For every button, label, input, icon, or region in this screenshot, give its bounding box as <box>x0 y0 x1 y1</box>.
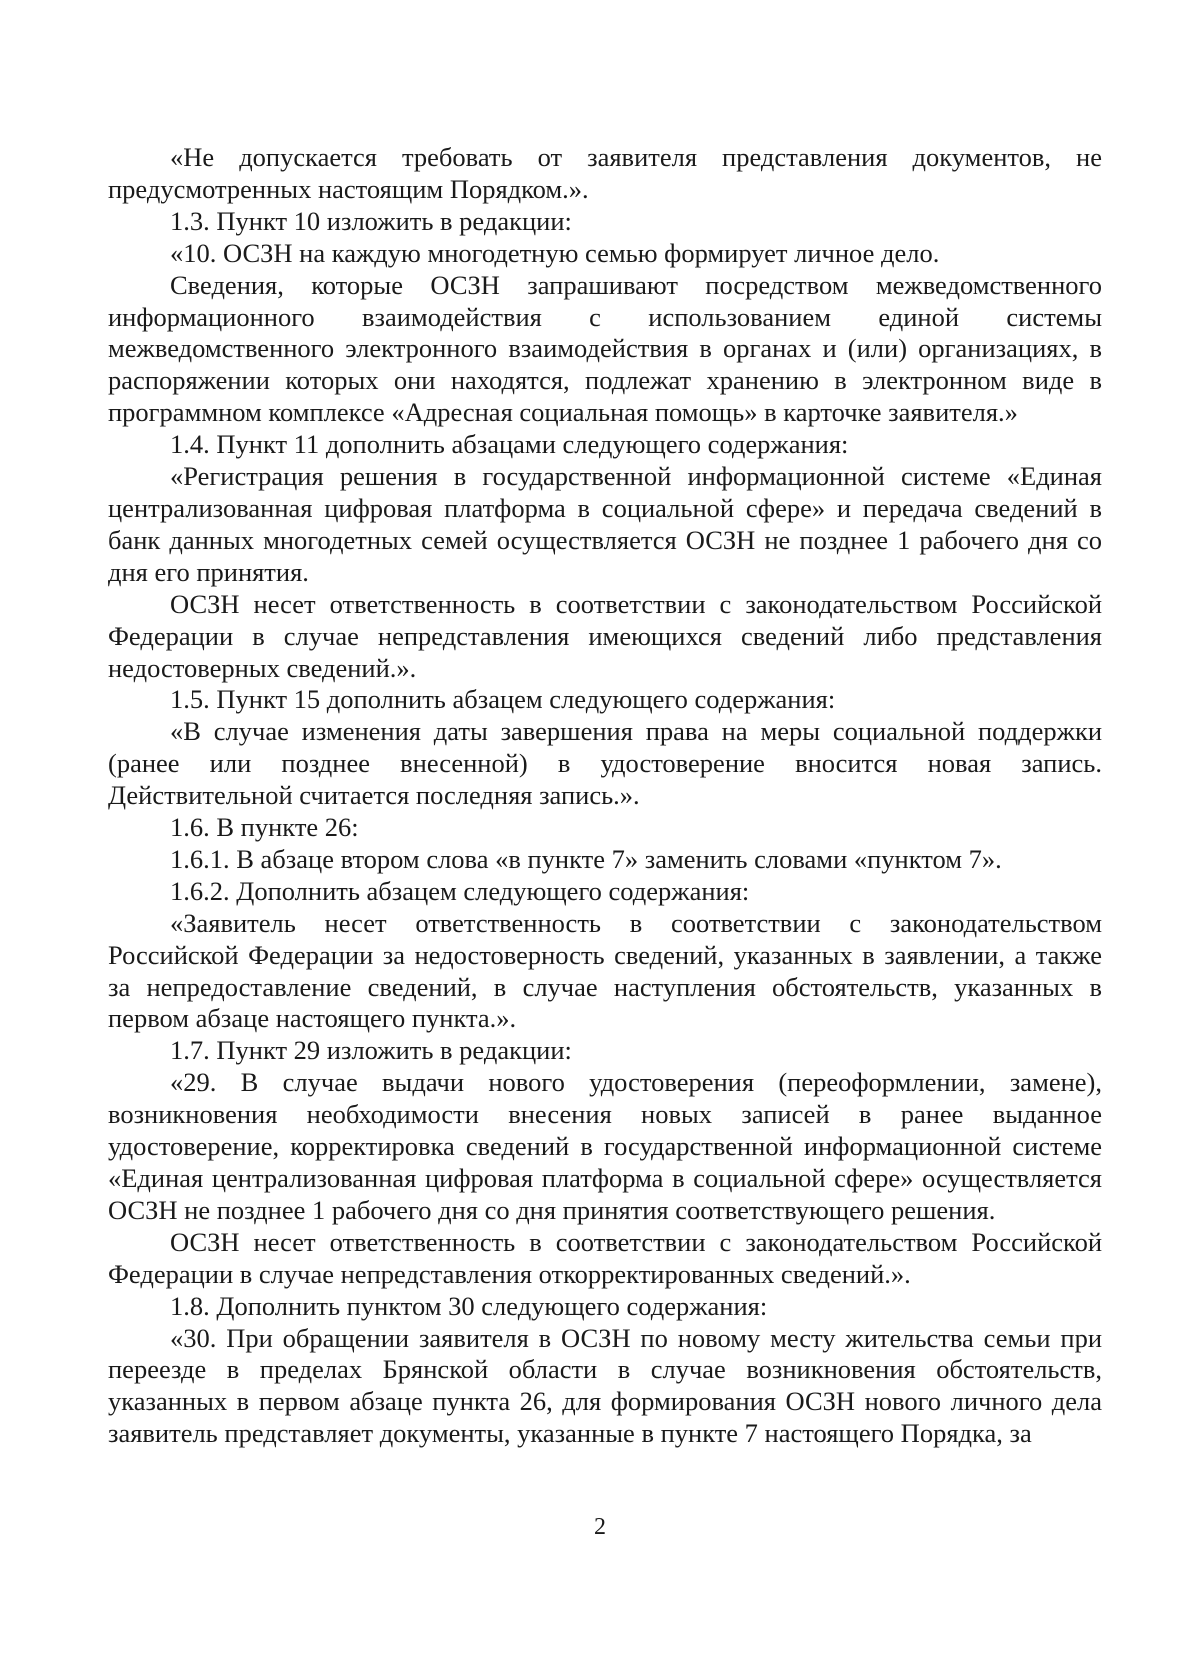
page-number: 2 <box>594 1514 606 1540</box>
paragraph-item-1-6-1: 1.6.1. В абзаце втором слова «в пункте 7» заменить словами «пунктом 7». <box>170 843 1002 874</box>
paragraph-item-1-4: 1.4. Пункт 11 дополнить абзацами следующего содержания: <box>170 429 849 460</box>
paragraph-applicant-responsibility: «Заявитель несет ответственность в соответствии с законодательством Российской Федерации за недостоверность сведений, указанных в заявлении, а также за непредоставление сведений, в случае наступления обстоятельств, указанных в первом абзаце настоящего пункта.». <box>108 907 1102 1034</box>
paragraph-item-1-7: 1.7. Пункт 29 изложить в редакции: <box>170 1035 572 1066</box>
paragraph-point-30: «30. При обращении заявителя в ОСЗН по новому месту жительства семьи при переезде в пределах Брянской области в случае возникновения обстоятельств, указанных в первом абзаце пункта 26, для формирования ОСЗН нового личного дела заявитель представляет документы, указанные в пункте 7 настоящего Порядка, за <box>108 1322 1102 1449</box>
paragraph-responsibility-2: ОСЗН несет ответственность в соответствии с законодательством Российской Федерации в случае непредставления откорректированных сведений.». <box>108 1226 1102 1289</box>
paragraph-registration: «Регистрация решения в государственной информационной системе «Единая централизованная цифровая платформа в социальной сфере» и передача сведений в банк данных многодетных семей осуществляется ОСЗН не позднее 1 рабочего дня со дня его принятия. <box>108 461 1102 587</box>
paragraph-responsibility-1: ОСЗН несет ответственность в соответствии с законодательством Российской Федерации в случае непредставления имеющихся сведений либо представления недостоверных сведений.». <box>108 588 1102 683</box>
paragraph-prohibition-clause: «Не допускается требовать от заявителя представления документов, не предусмотренных настоящим Порядком.». <box>108 142 1102 204</box>
paragraph-item-1-6: 1.6. В пункте 26: <box>170 812 359 843</box>
paragraph-date-change: «В случае изменения даты завершения права на меры социальной поддержки (ранее или позднее внесенной) в удостоверение вносится новая запись. Действительной считается последняя запись.». <box>108 716 1102 811</box>
document-body <box>108 142 1102 1450</box>
paragraph-point-10: «10. ОСЗН на каждую многодетную семью формирует личное дело. <box>170 237 940 268</box>
paragraph-item-1-8: 1.8. Дополнить пунктом 30 следующего содержания: <box>170 1290 768 1321</box>
paragraph-item-1-5: 1.5. Пункт 15 дополнить абзацем следующего содержания: <box>170 684 836 715</box>
paragraph-item-1-6-2: 1.6.2. Дополнить абзацем следующего содержания: <box>170 875 750 906</box>
paragraph-interagency-info: Сведения, которые ОСЗН запрашивают посредством межведомственного информационного взаимодействия с использованием единой системы межведомственного электронного взаимодействия в органах и (или) организациях, в распоряжении которых они находятся, подлежат хранению в электронном виде в программном комплексе «Адресная социальная помощь» в карточке заявителя.» <box>108 269 1102 428</box>
paragraph-item-1-3: 1.3. Пункт 10 изложить в редакции: <box>170 205 572 236</box>
paragraph-point-29: «29. В случае выдачи нового удостоверения (переоформлении, замене), возникновения необходимости внесения новых записей в ранее выданное удостоверение, корректировка сведений в государственной информационной системе «Единая централизованная цифровая платформа в социальной сфере» осуществляется ОСЗН не позднее 1 рабочего дня со дня принятия соответствующего решения. <box>108 1067 1102 1225</box>
